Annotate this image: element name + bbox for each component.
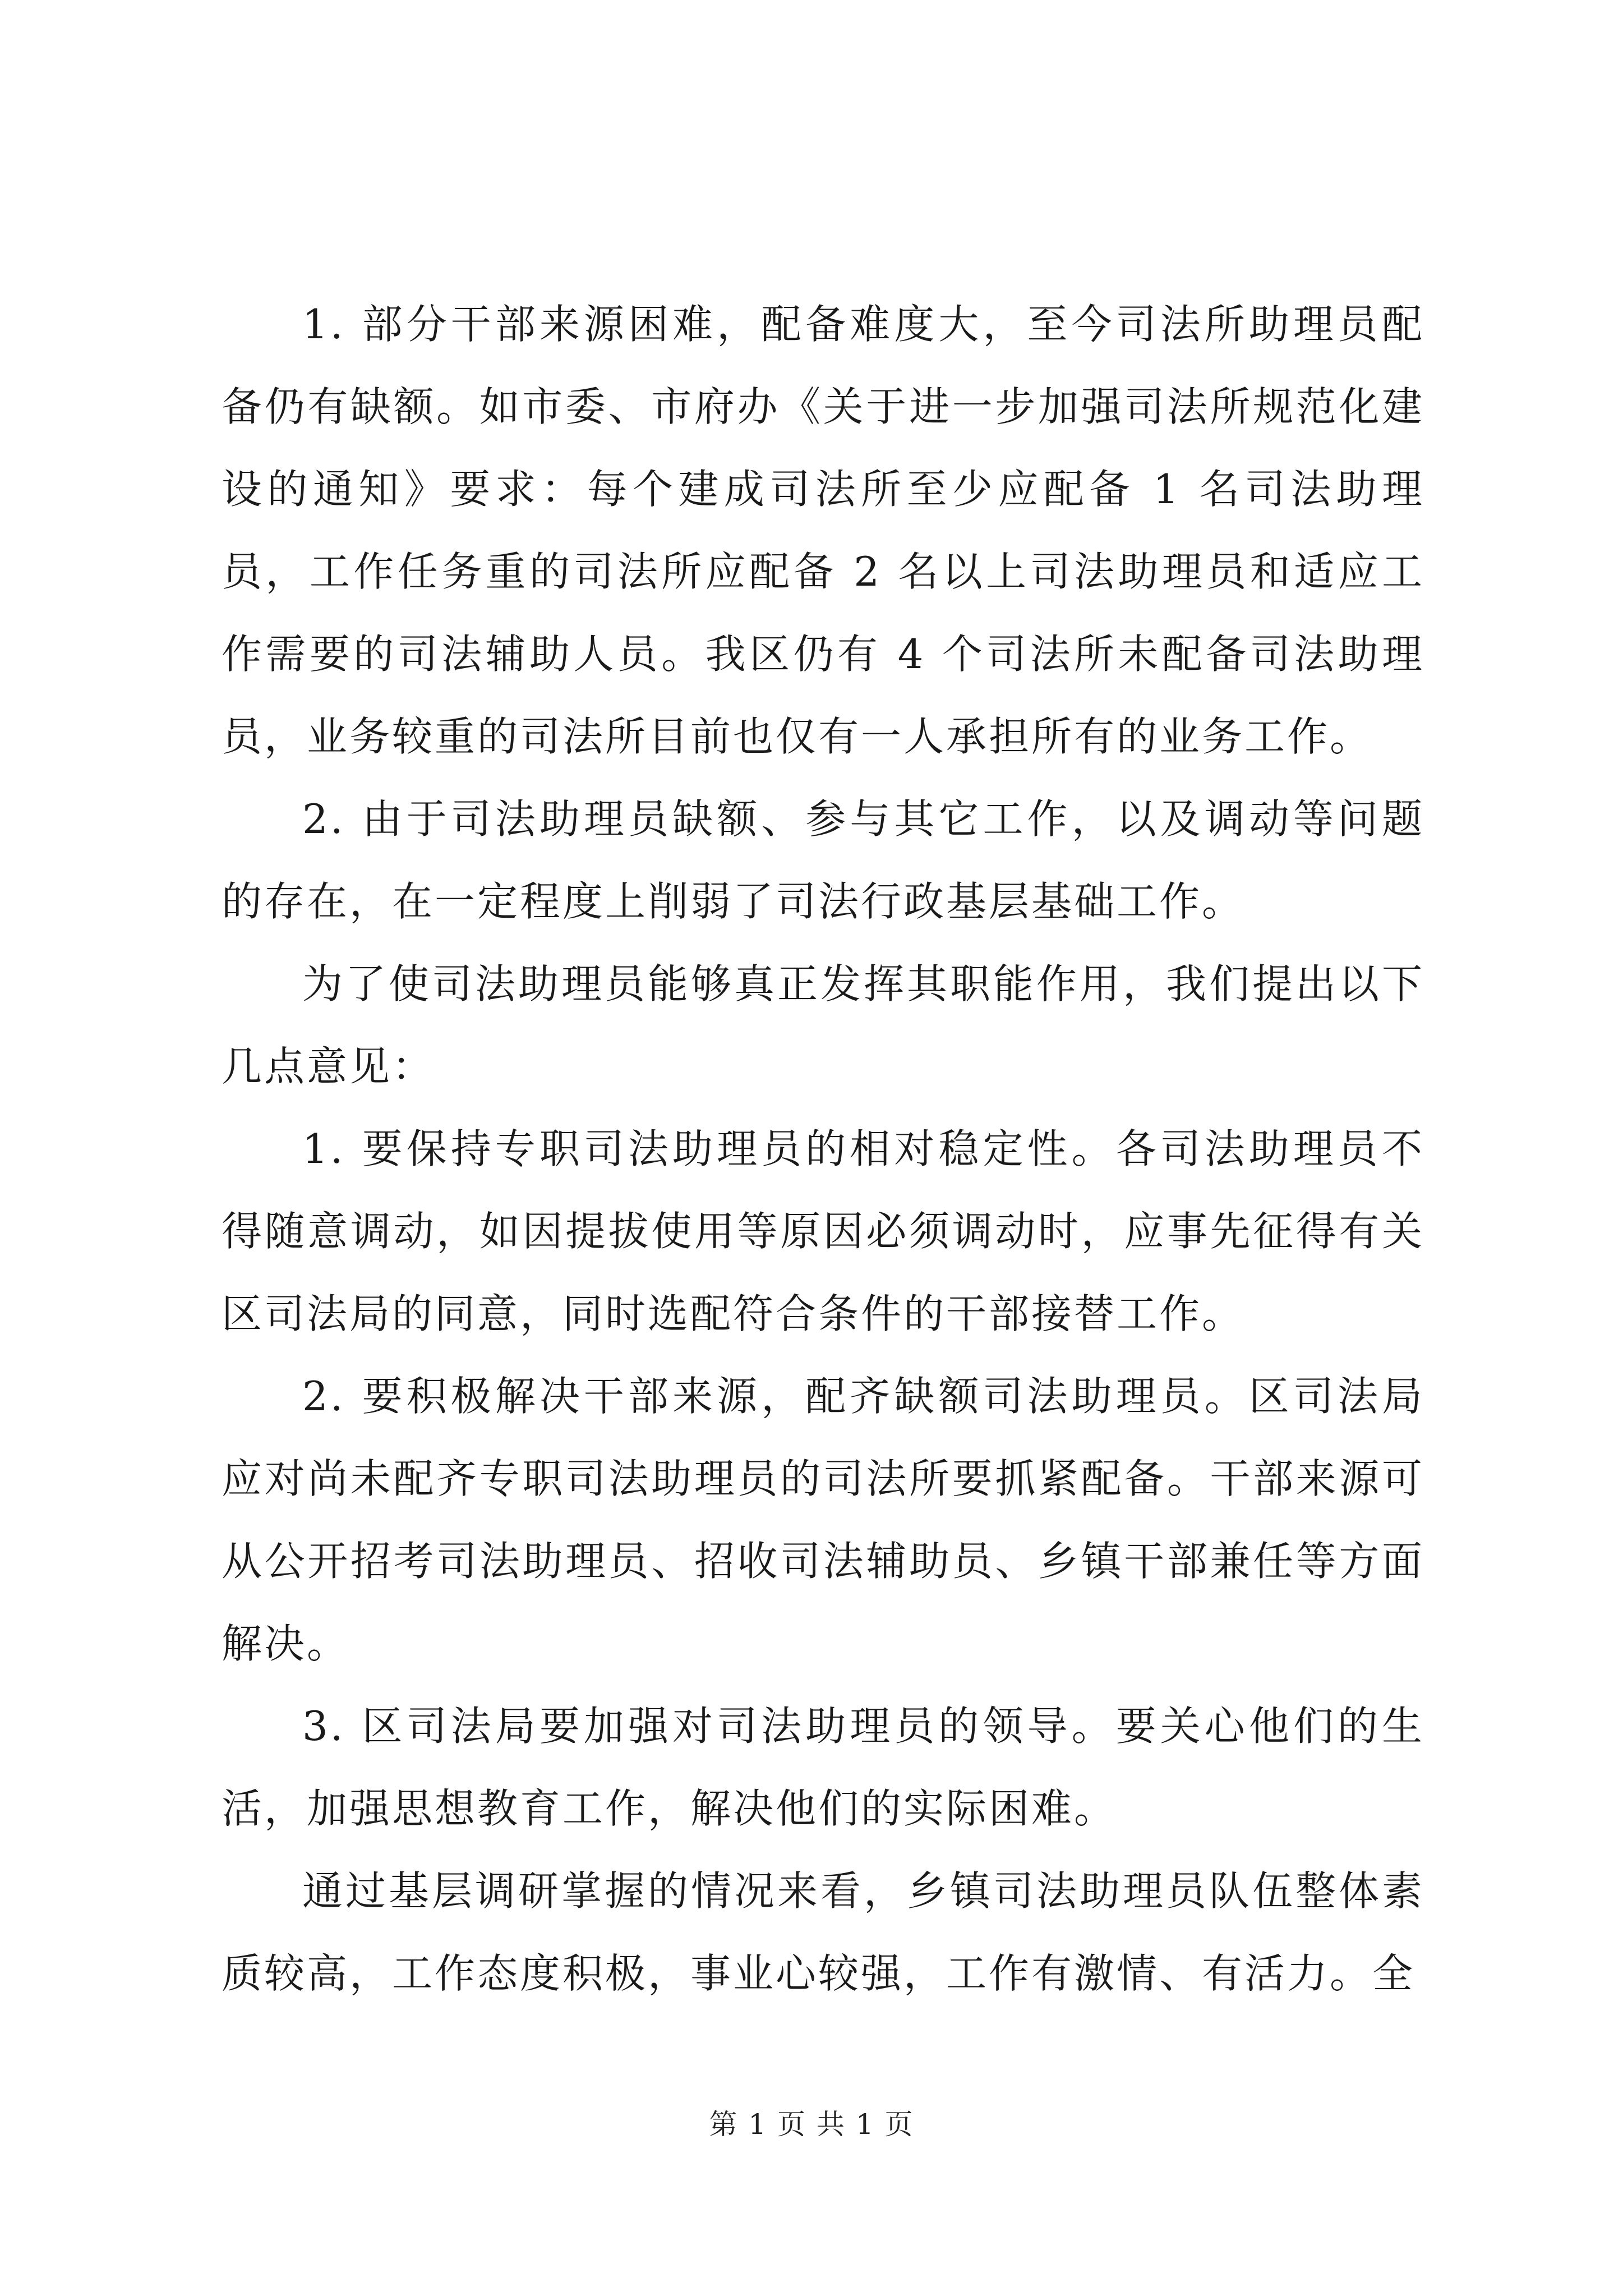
page-footer: 第 1 页 共 1 页: [709, 2108, 914, 2141]
paragraph-7: 通过基层调研掌握的情况来看，乡镇司法助理员队伍整体素质较高，工作态度积极，事业心较强，工作有激情、有活力。全: [222, 1867, 1424, 1997]
paragraph-4: 1. 要保持专职司法助理员的相对稳定性。各司法助理员不得随意调动，如因提拔使用等原因必须调动时，应事先征得有关区司法局的同意，同时选配符合条件的干部接替工作。: [222, 1125, 1424, 1337]
document-body: [222, 283, 1424, 2015]
paragraph-2: 2. 由于司法助理员缺额、参与其它工作，以及调动等问题的存在，在一定程度上削弱了司法行政基层基础工作。: [222, 795, 1424, 925]
paragraph-3: 为了使司法助理员能够真正发挥其职能作用，我们提出以下几点意见：: [222, 960, 1424, 1090]
paragraph-6: 3. 区司法局要加强对司法助理员的领导。要关心他们的生活，加强思想教育工作，解决他们的实际困难。: [222, 1703, 1424, 1832]
paragraph-1: 1. 部分干部来源困难，配备难度大，至今司法所助理员配备仍有缺额。如市委、市府办《关于进一步加强司法所规范化建设的通知》要求：每个建成司法所至少应配备 1 名司法助理员，工作任务重的司法所应配备 2 名以上司法助理员和适应工作需要的司法辅助人员。我区仍有 4 个司法所未配备司法助理员，业务较重的司法所目前也仅有一人承担所有的业务工作。: [222, 301, 1424, 760]
paragraph-5: 2. 要积极解决干部来源，配齐缺额司法助理员。区司法局应对尚未配齐专职司法助理员的司法所要抓紧配备。干部来源可从公开招考司法助理员、招收司法辅助员、乡镇干部兼任等方面解决。: [222, 1373, 1424, 1667]
